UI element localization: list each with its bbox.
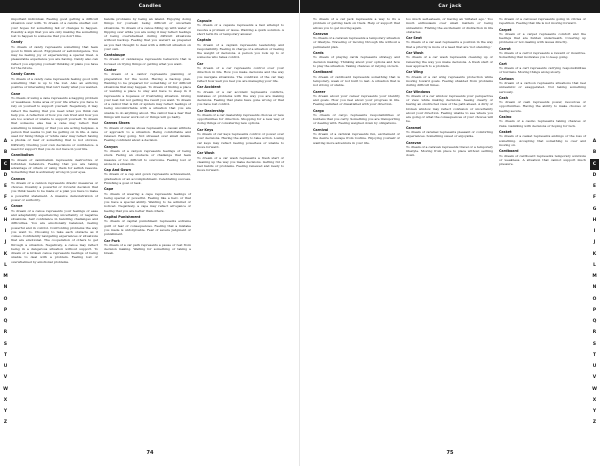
alphabet-tab[interactable]: B xyxy=(3,150,8,156)
entry-title: Cart xyxy=(499,61,507,66)
alphabet-tab[interactable]: O xyxy=(592,296,597,302)
entry-text: To dream of canvas shoes represents a casual attitude or approach to a situation. Being comfortable and relaxed. Easy going. Not stressed over small details. Feeling confident about a decision. xyxy=(104,125,191,143)
entry-title: Cardboard xyxy=(313,70,333,75)
entry-title: Captain xyxy=(197,38,212,43)
entry-title: Car Wing xyxy=(406,70,423,75)
entry-text: To dream of a car accident represents conflicts, mistakes or problems with the way you are making decisions. Feeling that plans have gone wrong or that you have lost control. xyxy=(197,89,284,107)
alphabet-tab[interactable]: N xyxy=(3,285,8,291)
entry-title: Car Accident xyxy=(197,85,221,90)
entry-text: To dream of a car wash represents cleaning up or renewing the way you make decisions. A fresh start or new approach to a problem. xyxy=(406,55,493,68)
entry-title: Cantor xyxy=(104,68,117,73)
alphabet-tab[interactable]: X xyxy=(3,397,8,403)
entry-title: Cantaloupe xyxy=(104,53,126,58)
alphabet-tab[interactable]: U xyxy=(3,364,8,369)
column-1 xyxy=(11,17,98,264)
entry-text: To dream of a captain represents leadership and responsibility. Feeling in charge of a situation or feeling the weight of decisions. A person you look up to or someone who takes control. xyxy=(197,42,284,60)
alphabet-tab[interactable]: K xyxy=(592,251,597,257)
alphabet-tab[interactable]: Q xyxy=(592,319,597,324)
alphabet-tab[interactable]: G xyxy=(3,206,8,212)
column-3 xyxy=(499,17,586,166)
alphabet-tab[interactable]: O xyxy=(3,296,8,302)
page-number: 74 xyxy=(146,450,154,456)
alphabet-tab[interactable]: C xyxy=(1,159,10,170)
entry-text: To dream of a capsule represents a fast attempt to resolve a problem or issue. Wanting a quick solution. A short term fix or temporary answer. xyxy=(197,23,284,36)
entry-text: To dream of a canoe represents your feelings of ease and adaptability experiencing uncertainty or negative situations. Self confidence in handling challenges and difficulties. You are emotionally balanced, feeling powerful and in control. Confronting problems the way you want to. Choosing to take each obstacle as it comes. Confidently navigating experiences or situations that are emotional. The cooperation of others to get through a situation. Negatively, a canoe may reflect being in a dangerous situation without support. To dream of a broken canoe represents feelings of being unable to deal with a problem. Feeling lost or overwhelmed by emotional problems. xyxy=(11,208,98,264)
entry-text: To dream of a casino represents taking chances or risks. Gambling with decisions or hoping for luck. xyxy=(499,119,586,128)
entry-title: Car Wash xyxy=(197,151,215,156)
alphabet-tab[interactable]: V xyxy=(592,375,597,381)
entry-text: To dream of a car dealership represents choices or new opportunities for direction. Shopping for a new way of doing things or considering new options. xyxy=(197,112,284,126)
entry-title: Car Seat xyxy=(406,36,422,41)
entry-text: To dream of a cartoon represents situations that feel unrealistic or exaggerated. Not taking something seriously. xyxy=(499,81,586,94)
entry-title: Cannon xyxy=(11,176,25,181)
column-2 xyxy=(406,17,493,158)
entry-title: Casket xyxy=(499,130,512,135)
entry-text: To dream of a canyon represents feelings of being stuck. Facing an obstacle or challenge that feels massive or too difficult to overcome. Feeling lost or alone in a situation. xyxy=(104,149,191,166)
entry-text: To dream of wearing a cape represents feelings of being special or powerful. Feeling like a hero or that you have a special ability. Wanting to be admired or noticed. Negatively, a cape may reflect arrogance or feeling that you are better than others. xyxy=(104,191,191,213)
entry-title: Cargo xyxy=(313,108,324,113)
column-1 xyxy=(313,17,400,145)
entry-title: Canvas Shoes xyxy=(104,121,130,126)
alphabet-tab[interactable]: T xyxy=(593,352,596,358)
entry-text: To dream of a caravan represents a temporary situation or lifestyle. Traveling or moving through life without a permanent plan. xyxy=(313,36,400,49)
alphabet-tab[interactable]: L xyxy=(593,262,596,268)
entry-text: To dream of cardboard represents temporary solutions or weakness. A situation that cannot support much pressure. xyxy=(499,153,586,166)
entry-text: To dream of playing cards represents strategy and decision making. Thinking about your options and how to play the situation. Taking chances or relying on luck. xyxy=(313,55,400,68)
entry-title: Cape xyxy=(104,187,114,192)
entry-title: Casino xyxy=(499,115,512,120)
entry-text: To dream of a caravan represents travel or a temporary lifestyle. Moving from place to place without settling down. xyxy=(406,144,493,158)
entry-text: To dream of a car wash represents a fresh start or cleaning up the way you make decisions. Getting rid of bad habits or problems. Feeling renewed and ready to move forward. xyxy=(197,155,284,173)
alphabet-tab[interactable]: T xyxy=(4,352,7,358)
alphabet-tab[interactable]: P xyxy=(592,307,597,313)
entry-text: To dream of a cannon represents drastic measures or choices. Possibly a powerful or forceful decision that you think needs to be made or a plan you have to make a powerful statement. A massive demonstration of power or authority. xyxy=(11,180,98,202)
entry-text: To dream of a car window represents your perspective or view while making decisions. Seeing clearly or having an obstructed view of the path ahead. A dirty or broken window may reflect confusion or uncertainty about your direction. Feeling unable to see where you are going or what the consequences of your choices will be. xyxy=(406,93,493,124)
entry-title: Cash xyxy=(499,95,508,100)
entry-text: To dream of a car park represents a pause or rest from decision making. Waiting for something or taking a break. xyxy=(104,242,191,256)
page-header: Candles xyxy=(0,0,300,13)
entry-title: Caravan xyxy=(406,140,422,145)
alphabet-tab[interactable]: I xyxy=(4,229,7,234)
entry-title: Cane xyxy=(11,91,21,96)
entry-title: Cartoon xyxy=(499,76,514,81)
column-2 xyxy=(104,17,191,256)
alphabet-tab[interactable]: J xyxy=(4,240,7,246)
alphabet-tab[interactable]: H xyxy=(592,217,597,223)
entry-text: To dream of capital punishment represents extreme guilt or fear of consequences. Feeling that a mistake you made is unforgivable. Fear of severe judgment or punishment. xyxy=(104,219,191,237)
entry-title: Career xyxy=(313,89,326,94)
page-number: 75 xyxy=(446,450,454,456)
alphabet-tab[interactable]: D xyxy=(3,172,8,178)
alphabet-tab[interactable]: X xyxy=(592,397,597,403)
entry-title: Car xyxy=(197,61,204,66)
alphabet-tab[interactable]: W xyxy=(592,386,597,392)
entry-title: Caramel xyxy=(406,125,422,130)
column-3 xyxy=(197,17,284,173)
alphabet-tab[interactable]: P xyxy=(3,307,8,313)
entry-text: too much self-esteem, or having an 'inflated ego.' Too much enthusiasm over small matters or being unrealistic. Finding the excitement or distraction in life obstacles. xyxy=(406,17,493,34)
entry-text: To dream of a carousel represents going in circles or repetition. Feeling that life is not moving forward. xyxy=(499,17,586,26)
entry-text: To dream of caramel represents pleasant or comforting experiences. Something sweet or enjoyable. xyxy=(406,129,493,139)
entry-title: Car Wash xyxy=(406,51,424,56)
alphabet-tab[interactable]: E xyxy=(593,184,596,189)
alphabet-tab[interactable]: S xyxy=(3,341,8,347)
alphabet-tab[interactable]: A xyxy=(592,139,597,144)
entry-title: Cannibalism xyxy=(11,153,34,158)
alphabet-tab[interactable]: R xyxy=(592,330,597,336)
alphabet-tab[interactable]: I xyxy=(593,229,596,234)
entry-title: Cardboard xyxy=(499,149,519,154)
entry-text: To dream of cardboard represents something that is temporary, weak or not built to last. A situation that is not strong or stable. xyxy=(313,74,400,88)
alphabet-tab[interactable]: Z xyxy=(592,420,597,426)
alphabet-tab[interactable]: C xyxy=(590,159,599,170)
entry-text: To dream of a car wing represents protection while moving toward goals. Feeling shielded from problems during difficult times. xyxy=(406,74,493,88)
entry-title: Car Dealership xyxy=(197,108,225,113)
entry-title: Candy xyxy=(11,40,23,45)
entry-text: To dream of a cap and gown represents achievement, graduation or an accomplishment. Celebrating success. Finishing a goal or task. xyxy=(104,172,191,185)
entry-text: handle problems by being an island. Enjoying doing things for yourself, being difficult or uncertain situations. To dream of a canoe filling up with water or flipping over while you are using it may reflect feelings of being overwhelmed during difficult situations without backup. Feeling that you weren't as prepared as you had thought to deal with a difficult situation on your own. xyxy=(104,17,191,51)
alphabet-tab[interactable]: B xyxy=(592,150,597,156)
entry-title: Carnival xyxy=(313,127,329,132)
alphabet-tab[interactable]: H xyxy=(3,217,8,223)
entry-text: To dream of a candy cane represents feeling good with something that is up to the lost. Also an enticing positive or interesting that isn't really what you wanted. xyxy=(11,76,98,90)
alphabet-tab[interactable]: K xyxy=(3,251,8,257)
alphabet-tabs xyxy=(590,136,599,429)
alphabet-tabs xyxy=(1,136,10,429)
right-page xyxy=(300,0,600,466)
entry-text: To dream of a casket represents endings or the loss of something. Accepting that something is over and moving on. xyxy=(499,134,586,147)
entry-title: Capital Punishment xyxy=(104,215,141,220)
entry-text: To dream of cargo represents responsibilities or burdens that you carry. Something you are transporting or dealing with. Feeling weighed down by obligations. xyxy=(313,112,400,126)
alphabet-tab[interactable]: S xyxy=(592,341,597,347)
alphabet-tab[interactable]: R xyxy=(3,330,8,336)
alphabet-tab[interactable]: F xyxy=(593,195,596,201)
entry-text: To dream of candy represents something that feels good to think about. Enjoyment or self-indulgence. You may be feeling joy or experiencing a special treat. A pleasurable experience you are having. Candy also can reflect you enjoying yourself thinking of plans you have for the future. xyxy=(11,44,98,70)
entry-text: To dream of cantaloupe represents behaviors that is focused on trying things or getting what you want. xyxy=(104,57,191,66)
alphabet-tab[interactable]: L xyxy=(4,262,7,268)
entry-title: Carpet xyxy=(499,27,512,32)
entry-text: To dream about your career represents your identity and goals. How you feel about your progress in life. Feeling satisfied or dissatisfied with your direction. xyxy=(313,93,400,107)
entry-text: To dream of a cart represents carrying responsibilities or burdens. Moving things along slowly. xyxy=(499,66,586,75)
entry-title: Canyon xyxy=(104,144,118,149)
entry-title: Caravan xyxy=(313,31,329,36)
alphabet-tab[interactable]: M xyxy=(592,274,597,279)
entry-text: To dream of a car represents control over your direction in life. How you make decisions and the way you navigate situations. The condition of the car may reflect how well you feel you are managing your life. xyxy=(197,66,284,83)
entry-text: To dream of car keys represents control or power over your decisions. Having the ability to take action. Losing car keys may reflect feeling powerless or unable to move forward. xyxy=(197,132,284,149)
entry-text: To dream of a carrot represents a reward or incentive. Something that motivates you to keep going. xyxy=(499,51,586,60)
entry-title: Cap And Gown xyxy=(104,168,131,173)
entry-text: To dream of a cantor represents planning or preparation for the worst. Having a backup plan. Wanting to be prepared for something or for difficult situations that may happen. To dream of finding a place or wanting a place to stay and have to sleep in it represents a hopeless or frustrating situation. Giving your best but not getting the result you want. To dream of a cantor that is full of spiders may reflect feelings of being uncomfortable with a situation that you are unable to do anything about. The cantor has a fear that things will never work out or things will go badly. xyxy=(104,72,191,119)
entry-title: Canoe xyxy=(11,204,23,209)
entry-text: To dream of using a cane represents a nagging problem or weakness. Some area of your life where you have to rely on yourself to support yourself. Negatively, it may reflect the feeling that you need what you think can help you. A reflection of how you can trust and how you are too scared or unable to support yourself. To dream that someone else has a cane may reflect that something is missing or that you are acting helpless. A person that seems to just be getting on in life. A cane used for fixing things or 'white cane' may reflect having a phobia or fear of something that is not obvious. Difficulty trusting your own decisions or confidence. A need for support that you do not have in your life. xyxy=(11,95,98,151)
entry-text: To dream of a carpet represents comfort and the feelings that are hidden underneath. Covering up problems or not dealing with issues directly. xyxy=(499,31,586,45)
alphabet-tab[interactable]: A xyxy=(3,139,8,144)
entry-text: To dream of cash represents power, resources or opportunities. Having the ability to make choices or feeling secure. xyxy=(499,100,586,113)
entry-title: Carrot xyxy=(499,46,511,51)
alphabet-tab[interactable]: N xyxy=(592,285,597,291)
alphabet-tab[interactable]: V xyxy=(3,375,8,381)
entry-text: important individual. Feeling good getting a difficult situation over with. To dream of a candle snuffed out: your hopes for something fail or changes to happen. Possibly a sign that you are only making the something lost to happen to someone that you don't like. xyxy=(11,17,98,38)
alphabet-tab[interactable]: Q xyxy=(3,319,8,324)
entry-text: To dream of a car jack represents a way to fix a problem or getting back on track. Help or support that allows you to get moving again. xyxy=(313,17,400,30)
entry-title: Capsule xyxy=(197,19,212,24)
alphabet-tab[interactable]: J xyxy=(593,240,596,246)
alphabet-tab[interactable]: W xyxy=(3,386,8,392)
alphabet-tab[interactable]: M xyxy=(3,274,8,279)
entry-text: To dream of a car seat represents a position in the way that a priority is more of a need that are 'not standing.' xyxy=(406,40,493,49)
alphabet-tab[interactable]: D xyxy=(592,172,597,178)
alphabet-tab[interactable]: Y xyxy=(592,409,597,414)
alphabet-tab[interactable]: G xyxy=(592,206,597,212)
page-header: Car jack xyxy=(300,0,600,13)
alphabet-tab[interactable]: Z xyxy=(3,420,8,426)
alphabet-tab[interactable]: U xyxy=(592,364,597,369)
alphabet-tab[interactable]: F xyxy=(4,195,7,201)
alphabet-tab[interactable]: E xyxy=(4,184,7,189)
entry-title: Car Keys xyxy=(197,127,214,132)
entry-title: Candy Canes xyxy=(11,72,35,77)
entry-title: Cards xyxy=(313,51,324,56)
alphabet-tab[interactable]: Y xyxy=(3,409,8,414)
entry-title: Car Park xyxy=(104,238,120,243)
entry-text: To dream of cannibalism represents destructive or forbidden behaviors. Feeling that you are taking advantage of others or using them for selfish reasons. Something that is extremely wrong in your eyes. xyxy=(11,157,98,175)
entry-title: Car Windows xyxy=(406,89,431,94)
entry-text: To dream of a carnival represents fun, excitement or the desire to escape from routine. Enjoying yourself or wanting more adventure in your life. xyxy=(313,132,400,145)
